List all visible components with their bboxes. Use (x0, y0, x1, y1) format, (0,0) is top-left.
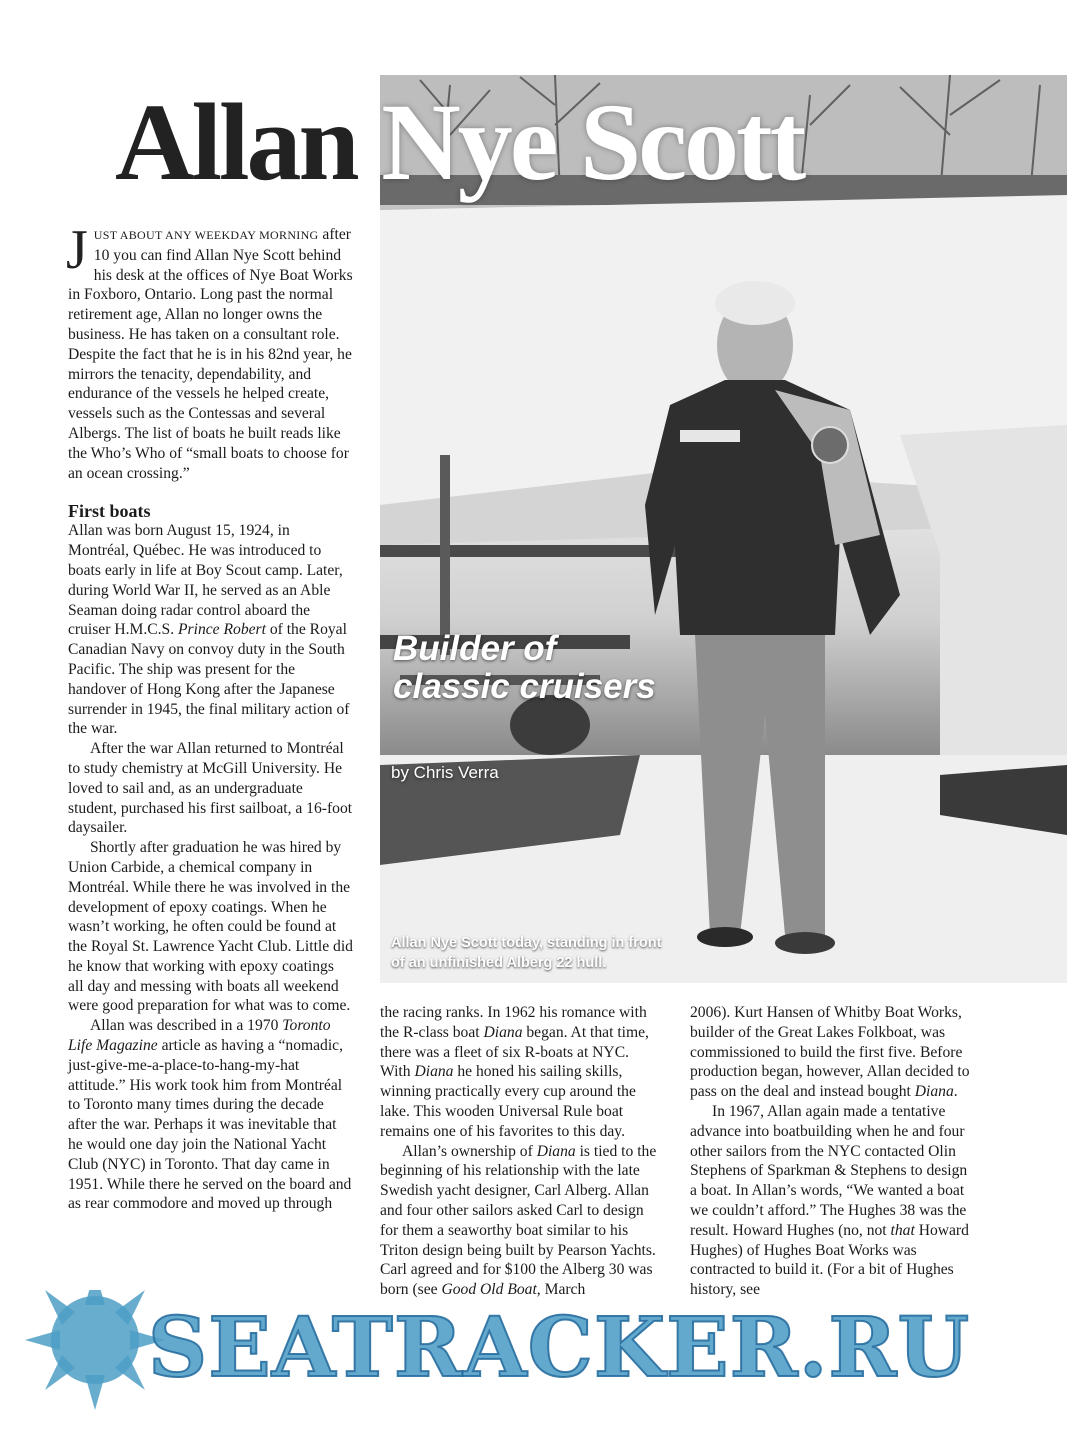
article-subtitle (393, 630, 656, 706)
intro-text: after 10 you can find Allan Nye Scott behind his desk at the offices of Nye Boat Works in Foxboro, Ontario. Long past the normal retirement age, Allan no longer owns the business. He has taken on a consultant role. Despite the fact that he is in his 82nd year, he mirrors the tenacity, dependability, and endurance of the vessels he helped create, vessels such as the Contessas and several Albergs. The list of boats he built reads like the Who’s Who of “small boats to choose for an ocean crossing.” (68, 226, 353, 482)
magazine-title: Toronto Life Magazine (68, 1017, 331, 1055)
article-headline (115, 82, 803, 202)
boat-name: Diana (914, 1083, 954, 1101)
paragraph (380, 1003, 662, 1142)
paragraph: After the war Allan returned to Montréal to study chemistry at McGill University. He loved to sail and, as an undergraduate student, purchased his first sailboat, a 16-foot daysailer. (68, 740, 353, 837)
text-run: Allan’s ownership of (402, 1142, 537, 1160)
paragraph (68, 1016, 353, 1214)
text-run: Howard Hughes) of Hughes Boat Works was contracted to build it. (For a bit of Hughes history, see (690, 1221, 969, 1299)
text-column-3 (690, 1003, 975, 1300)
text-run: , March (536, 1281, 586, 1299)
boat-name: Diana (536, 1142, 576, 1160)
watermark-text: SEATRACKER.RU (148, 1300, 971, 1396)
paragraph: Shortly after graduation he was hired by Union Carbide, a chemical company in Montréal. While there he was involved in the development of epoxy coatings. When he wasn’t working, he often could be found at the Royal St. Lawrence Yacht Club. Little did he know that working with epoxy coatings all day and messing with boats all weekend were good preparation for what was to come. (68, 839, 353, 1015)
text-run: he honed his sailing skills, winning practically every cup around the lake. This wooden Universal Rule boat remains one of his favorites to this day. (380, 1063, 636, 1140)
paragraph (68, 521, 353, 739)
boat-name: Diana (414, 1063, 454, 1081)
text-run: Allan was born August 15, 1924, in Montréal, Québec. He was introduced to boats early in life at Boy Scout camp. Later, during World War II, he served as an Able Seaman doing radar control aboard the cruiser H.M.C.S. (68, 522, 343, 639)
byline: by Chris Verra (391, 763, 499, 782)
text-run: In 1967, Allan again made a tentative advance into boatbuilding when he and four other sailors from the NYC contacted Olin Stephens of Sparkman & Stephens to design a boat. In Allan’s words, “We wanted a boat we couldn’t afford.” The Hughes 38 was the result. Howard Hughes (no, not (690, 1102, 968, 1239)
text-run: article as having a “nomadic, just-give-me-a-place-to-hang-my-hat attitude.” His work took him from Montréal to Toronto many times during the decade after the war. Perhaps it was inevitable that he would one day join the National Yacht Club (NYC) in Toronto. That day came in 1951. While there he served on the board and as rear commodore and moved up through (68, 1037, 352, 1213)
ship-name: Prince Robert (178, 621, 266, 639)
subtitle-line-1: Builder of (393, 629, 557, 668)
text-run: the racing ranks. In 1962 his romance with the R-class boat (380, 1004, 647, 1041)
paragraph (690, 1102, 975, 1300)
magazine-title: Good Old Boat (441, 1281, 537, 1299)
text-run: began. At that time, there was a fleet of six R-boats at NYC. With (380, 1023, 649, 1081)
headline-surname: Nye Scott (381, 81, 804, 203)
text-run: is tied to the beginning of his relationship with the late Swedish yacht designer, Carl Alberg. Allan and four other sailors asked Carl to design for them a seaworthy boat similar to his Triton design being built by Pearson Yachts. Carl agreed and for $100 the Alberg 30 was born (see (380, 1142, 657, 1299)
paragraph (690, 1003, 975, 1102)
section-heading-first-boats: First boats (68, 501, 151, 522)
subtitle-line-2: classic cruisers (393, 667, 656, 706)
headline-first-name: Allan (115, 81, 357, 203)
text-run: 2006). Kurt Hansen of Whitby Boat Works, builder of the Great Lakes Folkboat, was commissioned to build the first five. Before production began, however, Allan decided to pass on the deal and instead bought (690, 1004, 970, 1101)
cover-photo (380, 75, 1067, 983)
paragraph (380, 1142, 662, 1300)
photo-illustration (380, 75, 1067, 983)
text-column-2 (380, 1003, 662, 1300)
text-run: of the Royal Canadian Navy on convoy duty in the South Pacific. The ship was present for the handover of Hong Kong after the Japanese surrender in 1945, the final military action of the war. (68, 621, 350, 738)
boat-name: Diana (483, 1023, 523, 1041)
drop-cap: J (66, 219, 88, 281)
photo-caption: Allan Nye Scott today, standing in front of an unfinished Alberg 22 hull. (391, 935, 662, 971)
intro-paragraph (66, 219, 353, 483)
text-run: Allan was described in a 1970 (90, 1017, 283, 1035)
intro-smallcaps: UST ABOUT ANY WEEKDAY MORNING (93, 228, 319, 242)
text-run: . (953, 1083, 958, 1101)
text-column-1 (66, 219, 353, 1214)
emphasis: that (890, 1221, 915, 1239)
